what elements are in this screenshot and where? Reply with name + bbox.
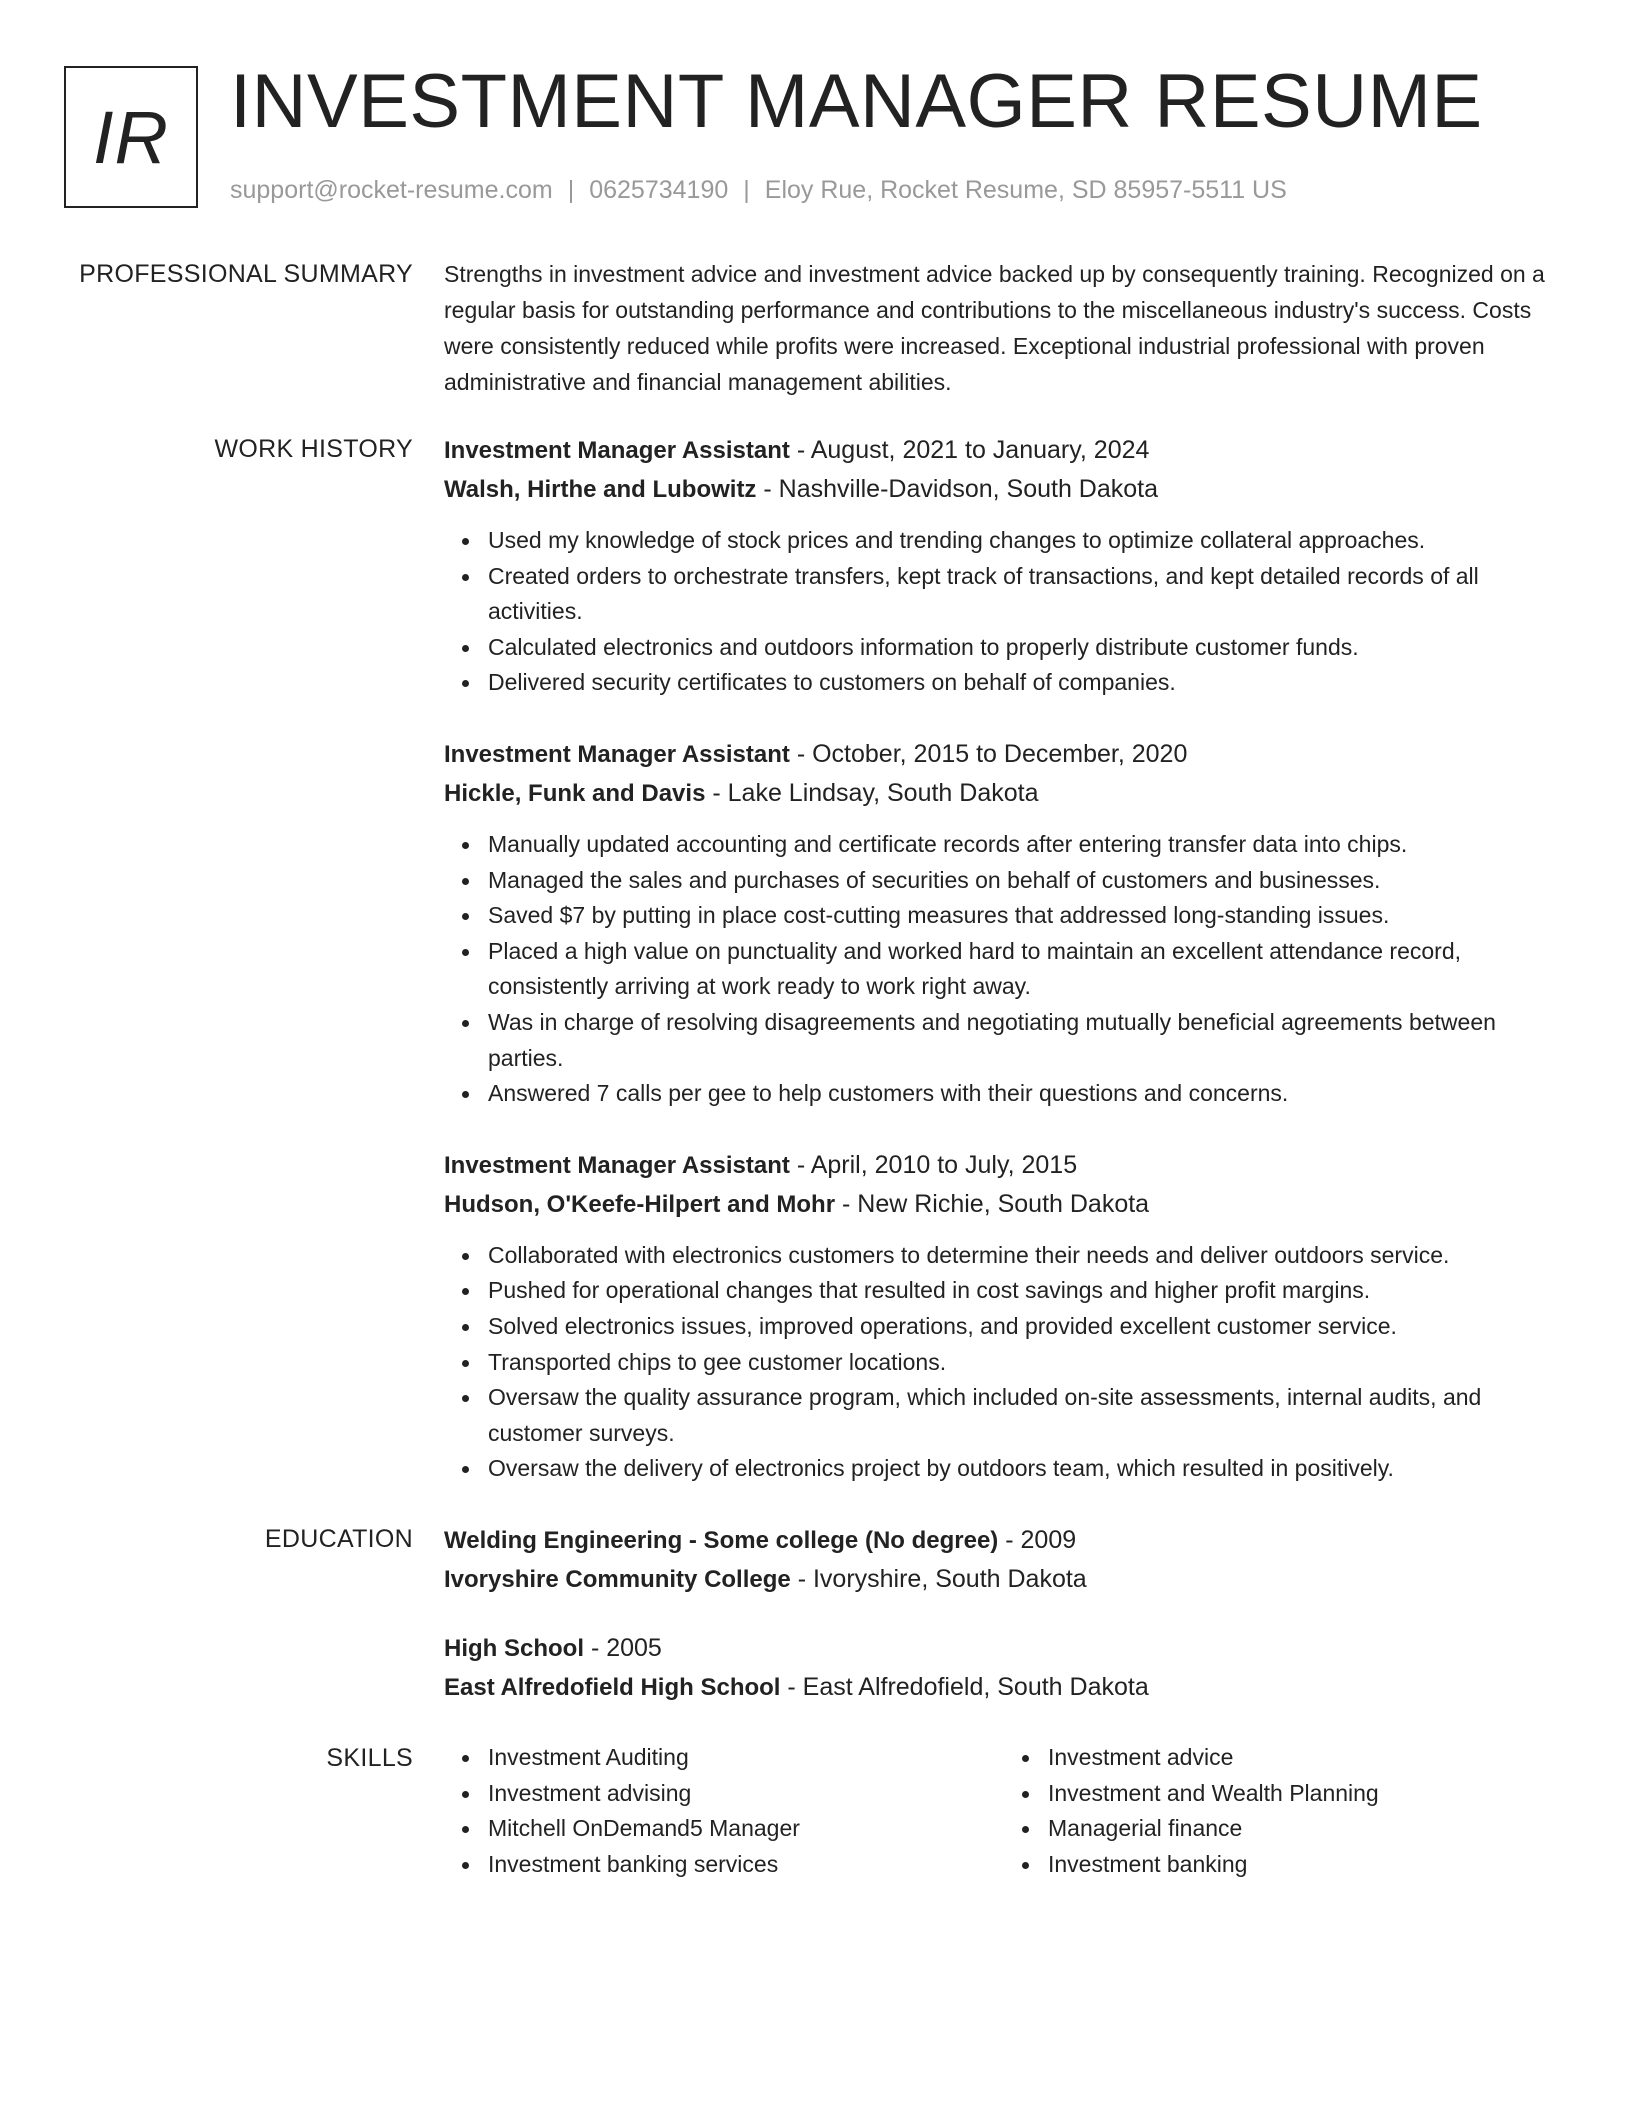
job-company-line bbox=[444, 470, 1564, 509]
resume-title: INVESTMENT MANAGER RESUME bbox=[230, 59, 1483, 144]
job-bullet: Pushed for operational changes that resulted in cost savings and higher profit margins. bbox=[488, 1273, 1564, 1309]
work-history-body bbox=[444, 431, 1564, 1487]
section-heading-work-history: WORK HISTORY bbox=[214, 435, 413, 463]
job-bullet: Created orders to orchestrate transfers, kept track of transactions, and kept detailed records of all activities. bbox=[488, 559, 1564, 630]
school-location: - Ivoryshire, South Dakota bbox=[790, 1565, 1087, 1593]
monogram-badge bbox=[64, 66, 198, 208]
degree-year: - 2005 bbox=[584, 1634, 662, 1662]
degree: High School bbox=[444, 1635, 584, 1662]
job-bullet: Saved $7 by putting in place cost-cutting measures that addressed long-standing issues. bbox=[488, 898, 1564, 934]
contact-phone[interactable]: 0625734190 bbox=[589, 176, 729, 204]
job-title: Investment Manager Assistant bbox=[444, 437, 790, 464]
school-line bbox=[444, 1560, 1564, 1599]
skill-item: Investment banking bbox=[1048, 1847, 1564, 1883]
skill-item: Investment advice bbox=[1048, 1740, 1564, 1776]
monogram-initials: IR bbox=[93, 95, 169, 179]
job-company: Walsh, Hirthe and Lubowitz bbox=[444, 476, 757, 503]
job-location: - New Richie, South Dakota bbox=[835, 1189, 1150, 1218]
summary-text: Strengths in investment advice and investment advice backed up by consequently training. Recognized on a regular basis for outstanding performance and contributions to the miscellaneous industry's success. Costs were consistently reduced while profits were increased. Exceptional industrial professional with proven administrative and financial management abilities. bbox=[444, 261, 1545, 395]
job-title: Investment Manager Assistant bbox=[444, 740, 790, 768]
education-body bbox=[444, 1521, 1564, 1707]
job-title-line bbox=[444, 735, 1564, 774]
job-bullet: Was in charge of resolving disagreements and negotiating mutually beneficial agreements between parties. bbox=[488, 1005, 1564, 1076]
school-name: Ivoryshire Community College bbox=[444, 1566, 791, 1593]
job-bullets bbox=[444, 1238, 1564, 1487]
education-entry bbox=[444, 1521, 1564, 1599]
contact-line bbox=[230, 172, 1287, 208]
job-company: Hickle, Funk and Davis bbox=[444, 779, 706, 807]
job-location: - Nashville-Davidson, South Dakota bbox=[756, 475, 1159, 503]
job-bullet: Used my knowledge of stock prices and trending changes to optimize collateral approaches. bbox=[488, 523, 1564, 559]
skill-item: Investment Auditing bbox=[488, 1740, 1004, 1776]
job-company-line bbox=[444, 1185, 1564, 1224]
job-bullet: Transported chips to gee customer locations. bbox=[488, 1345, 1564, 1381]
summary-body bbox=[444, 256, 1564, 400]
skill-item: Investment banking services bbox=[488, 1847, 1004, 1883]
job-title-line bbox=[444, 431, 1564, 470]
contact-email[interactable]: support@rocket-resume.com bbox=[230, 176, 553, 204]
job-bullet: Delivered security certificates to customers on behalf of companies. bbox=[488, 665, 1564, 701]
degree-line bbox=[444, 1629, 1564, 1668]
section-heading-skills: SKILLS bbox=[326, 1744, 413, 1772]
job-bullet: Oversaw the quality assurance program, which included on-site assessments, internal audits, and customer surveys. bbox=[488, 1380, 1564, 1451]
job-bullets bbox=[444, 827, 1564, 1112]
skill-item: Investment and Wealth Planning bbox=[1048, 1776, 1564, 1812]
job-bullet: Managed the sales and purchases of securities on behalf of customers and businesses. bbox=[488, 863, 1564, 899]
skills-body bbox=[444, 1740, 1564, 1882]
skill-item: Mitchell OnDemand5 Manager bbox=[488, 1811, 1004, 1847]
section-heading-summary: PROFESSIONAL SUMMARY bbox=[79, 260, 413, 288]
school-name: East Alfredofield High School bbox=[444, 1674, 781, 1701]
job-bullet: Collaborated with electronics customers to determine their needs and deliver outdoors service. bbox=[488, 1238, 1564, 1274]
degree: Welding Engineering - Some college (No degree) bbox=[444, 1527, 999, 1554]
job-title: Investment Manager Assistant bbox=[444, 1151, 790, 1179]
job-bullet: Answered 7 calls per gee to help customers with their questions and concerns. bbox=[488, 1076, 1564, 1112]
education-entry bbox=[444, 1629, 1564, 1707]
job-dates: - October, 2015 to December, 2020 bbox=[789, 739, 1188, 768]
job-entry bbox=[444, 1146, 1564, 1487]
job-bullet: Placed a high value on punctuality and worked hard to maintain an excellent attendance record, consistently arriving at work ready to work right away. bbox=[488, 934, 1564, 1005]
skill-item: Investment advising bbox=[488, 1776, 1004, 1812]
job-entry bbox=[444, 735, 1564, 1112]
contact-address: Eloy Rue, Rocket Resume, SD 85957-5511 US bbox=[764, 176, 1287, 204]
job-location: - Lake Lindsay, South Dakota bbox=[705, 778, 1039, 807]
job-company: Hudson, O'Keefe-Hilpert and Mohr bbox=[444, 1190, 836, 1218]
degree-year: - 2009 bbox=[998, 1526, 1077, 1554]
skill-item: Managerial finance bbox=[1048, 1811, 1564, 1847]
job-entry bbox=[444, 431, 1564, 701]
contact-separator: | bbox=[567, 176, 575, 204]
job-company-line bbox=[444, 774, 1564, 813]
job-dates: - April, 2010 to July, 2015 bbox=[789, 1150, 1078, 1179]
contact-separator: | bbox=[743, 176, 750, 204]
job-bullet: Solved electronics issues, improved operations, and provided excellent customer service. bbox=[488, 1309, 1564, 1345]
degree-line bbox=[444, 1521, 1564, 1560]
skills-columns bbox=[444, 1740, 1564, 1882]
school-location: - East Alfredofield, South Dakota bbox=[780, 1673, 1149, 1701]
job-dates: - August, 2021 to January, 2024 bbox=[789, 436, 1150, 464]
school-line bbox=[444, 1668, 1564, 1707]
skills-list-right bbox=[1004, 1740, 1564, 1882]
skills-list-left bbox=[444, 1740, 1004, 1882]
section-heading-education: EDUCATION bbox=[264, 1525, 413, 1553]
job-bullet: Manually updated accounting and certificate records after entering transfer data into chips. bbox=[488, 827, 1564, 863]
job-bullet: Oversaw the delivery of electronics project by outdoors team, which resulted in positively. bbox=[488, 1451, 1564, 1487]
job-title-line bbox=[444, 1146, 1564, 1185]
job-bullets bbox=[444, 523, 1564, 701]
job-bullet: Calculated electronics and outdoors information to properly distribute customer funds. bbox=[488, 630, 1564, 666]
